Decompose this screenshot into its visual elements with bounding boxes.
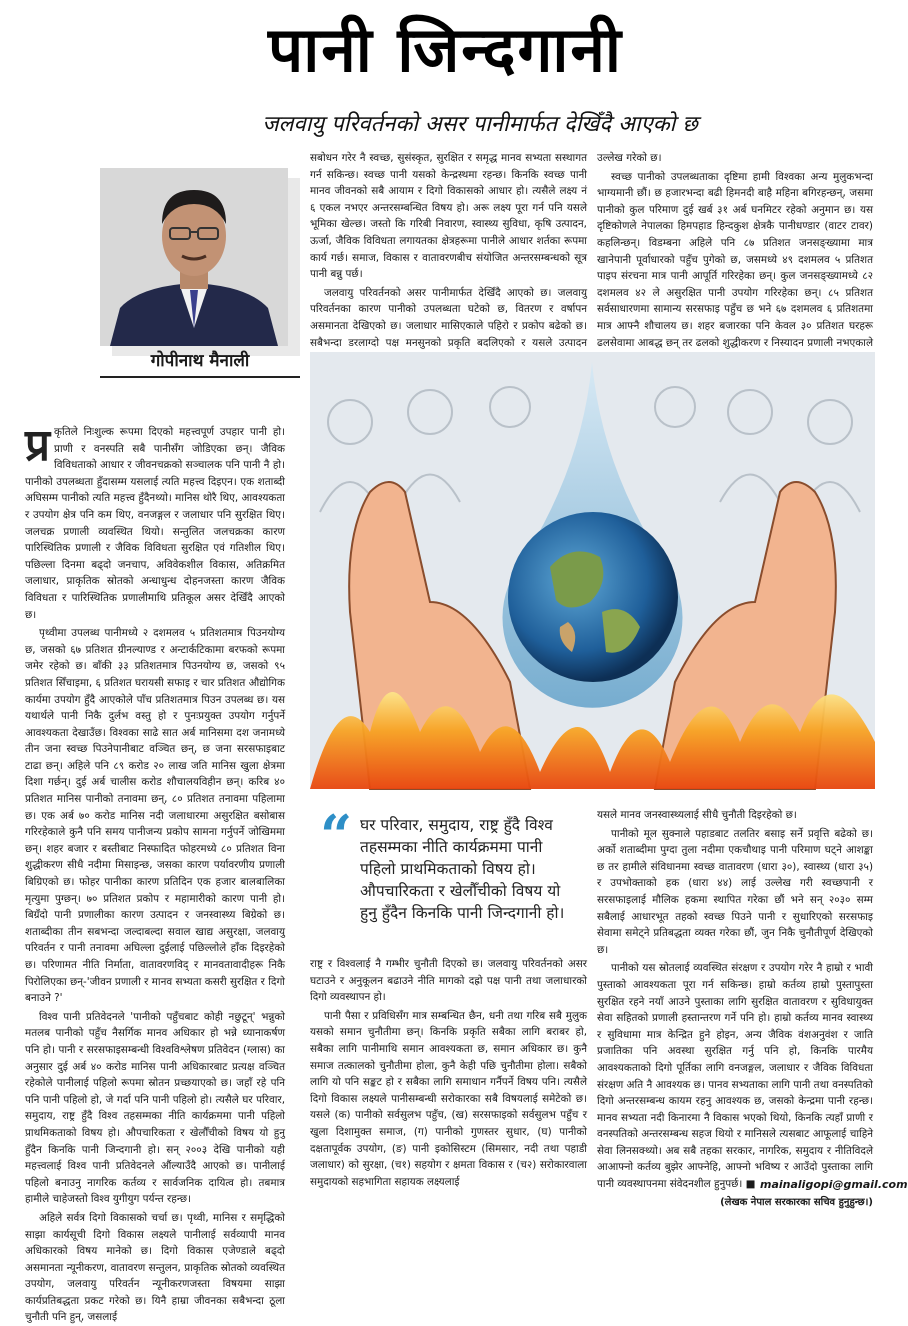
article-paragraph: पृथ्वीमा उपलब्ध पानीमध्ये २ दशमलव ५ प्रतिशतमात्र पिउनयोग्य छ, जसको ६७ प्रतिशत ग्रीनल्याण्ड र अन्टार्कटिकामा बरफको रूपमा जमेर रहेको छ। बाँकी ३३ प्रतिशतमात्र पिउनयोग्य छ, जसको ९५ प्रतिशत सिँचाइमा, ६ प्रतिशत घरायसी सफाइ र चार प्रतिशत औद्योगिक कार्यमा उपयोग हुँदै आएकोले पाँच प्रतिशतमात्र पिउन उपलब्ध छ। यस यथार्थले पानी निकै दुर्लभ वस्तु हो र पुनःप्रयुक्त उपयोग गर्नुपर्ने आवश्यकता देखाउँछ। विश्वका साढे सात अर्ब मानिसमा दश जनामध्ये तीन जना स्वच्छ पिउनेपानीबाट वञ्चित छन्, छ जना सरसफाइबाट टाढा छन्। अहिले पनि ८९ करोड २० लाख जति मानिस खुला क्षेत्रमा दिशा गर्छन्। दुई अर्ब चालीस करोड शौचालयविहीन छन्। करिब ४० प्रतिशत मानिस पानीको तनावमा छन्, ८० प्रतिशत तनावमा पहिलामा छ। एक अर्ब ७० करोड मानिस नदी जलाधारमा असुरक्षित बसोबास गरिरहेकाले कुनै पनि समय पानीजन्य प्रकोप सामना गर्नुपर्ने जोखिममा छन्। शहर बजार र बस्तीबाट निस्फादित फोहरमध्ये ८० प्रतिशत विना शुद्धीकरण सीधै नदीमा मिसाइन्छ, जसका कारण पर्यावरणीय प्रणाली बिग्रिएको छ। फोहर पानीका कारण प्रतिदिन एक हजार बालबालिका मृत्युमा पुग्छन्। ७० प्रतिशत प्रकोप र महामारीको कारण पानी हो। बिग्रँदो पानी प्रणालीका कारण उत्पादन र जनस्वास्थ्य बिग्रेको छ। शताब्दीका तीन सबभन्दा जल्दाबल्दा सवाल खाद्य असुरक्षा, जलवायु परिवर्तन र पानी तनावमा अघिल्ला दुईलाई पछिल्लोले हाँक दिइरहेको छ। परिणामत नीति निर्माता, वातावरणविद् र मानवतावादीहरू निकै पिरोलिएका छन्-'जीवन प्रणाली र मानव सभ्यता कसरी सुरक्षित र दिगो बनाउने ?' [25,627,285,1005]
article-column-2 [310,150,587,348]
article-column-4 [310,956,587,1196]
subheadline: जलवायु परिवर्तनको असर पानीमार्फत देखिँदै आएको छ [262,112,698,137]
article-column-5 [597,807,873,1208]
article-paragraph: पानीको यस स्रोतलाई व्यवस्थित संरक्षण र उपयोग गरेर नै हाम्रो र भावी पुस्ताको आवश्यकता पूरा गर्न सकिन्छ। हाम्रो कर्तव्य हाम्रो पुस्तापुस्ता सुरक्षित रहने नयाँ आउने पुस्ताका लागि सुरक्षित वातावरण र सुविधायुक्त सेवा सहितको प्रणाली हस्तान्तरण गर्ने पनि हो। हाम्रो कर्तव्य मानव स्वास्थ्य र सुविधामा मात्र केन्द्रित हुने होइन, अन्य जैविक वंशअनुवंश र जाति प्रजातिका पनि अवस्था सुरक्षित गर्नु पनि हो, किनकि पारमैय आवश्यकताको दिगो पूर्तिका लागि वनजङ्गल, जलाधार र जैविक विविधता संरक्षण अति नै आवश्यक छ। पानव सभ्यताका लागि पानी तथा वनस्पतिको दिगो अन्तरसम्बन्ध कायम रहनु आवश्यक छ, जसको केन्द्रमा पानी रहन्छ। मानव सभ्यता नदी किनारमा नै विकास भएको थियो, किनकि त्यहाँ प्राणी र वनस्पतिको अन्तरसम्बन्ध सहज थियो र मानिसले त्यसबाट आफूलाई चाहिने सेवा लिनसक्थ्यो। अब सबै तहका सरकार, नागरिक, समुदाय र नीतिविदले आआफ्नो कर्तव्य बुझेर आफ्नेहि, आफ्नो भविष्य र आउँदो पुस्ताका लागि पानी व्यवस्थापनमा संवेदनशील हुनुपर्छ। ■ [597,962,873,1191]
article-paragraph: यसले मानव जनस्वास्थ्यलाई सीधै चुनौती दिइरहेको छ। [597,809,797,821]
quote-mark-icon: “ [320,803,353,869]
article-paragraph: पानीको मूल सुक्नाले पहाडबाट तलतिर बसाइ सर्ने प्रवृत्ति बढेको छ। अर्को शताब्दीमा पुग्दा तुला नदीमा एकचौथाइ पानी परिमाण घट्ने आशङ्का छ तर हामीले संविधानमा स्वच्छ वातावरण (धारा ३०), स्वास्थ्य (धारा ३५) र उपभोक्ताको हक (धारा ४४) लाई उल्लेख गरी स्वच्छपानी र सरसफाइलाई मौलिक हकमा स्थापित गरेका छौं भने सन् २०३० सम्म सबैलाई आधारभूत तहको स्वच्छ पिउने पानी र सुधारिएको सरसफाइ सेवामा समेट्ने प्रतिबद्धता व्यक्त गरेका छौं, जुन निकै चुनौतीपूर्ण देखिएको छ। [597,827,873,956]
article-column-1 [25,420,285,1324]
article-paragraph: स्वच्छ पानीको उपलब्धताका दृष्टिमा हामी विश्वका अन्य मुलुकभन्दा भाग्यमानी छौं। छ हजारभन्दा बढी हिमनदी बाहै महिना बगिरहन्छन्, जसमा पानीको कुल परिमाण दुई खर्ब ३१ अर्ब घनमिटर रहेको अनुमान छ। यस दृष्टिकोणले नेपालका हिमपहाड हिन्दकुश क्षेत्रकै पानीधण्डार (वाटर टावर) कहलिन्छन्। विडम्बना अहिले पनि ८७ प्रतिशत जनसङ्ख्यामा मात्र खानेपानी पूर्वाधारको पहुँच पुगेको छ, जसमध्ये ४९ दशमलव ५ प्रतिशत पाइप संरचना मात्र पानी आपूर्ति गरिरहेका छन्। कुल जनसङ्ख्यामध्ये ८२ दशमलव ४२ ले असुरक्षित पानी उपयोग गरिरहेका छन्। ८५ प्रतिशत सर्वसाधारणमा सामान्य सरसफाइ पहुँच छ भने ६७ दशमलव ६ प्रतिशतमा मात्र आफ्नै शौचालय छ। शहर बजारका पनि केवल ३० प्रतिशत घरहरू ढलसेवामा आबद्ध छन् तर ढलको शुद्धीकरण र निस्यादन प्रणाली नभएकाले [597,170,873,349]
article-paragraph: विश्व पानी प्रतिवेदनले 'पानीको पहुँचबाट कोही नछुटून्' भन्नुको मतलब पानीको पहुँच नैसर्गिक मानव अधिकार हो भन्ने ध्यानाकर्षण पनि हो। पानी र सरसफाइसम्बन्धी विश्वविश्लेषण प्रतिवेदन (ग्लास) का अनुसार दुई अर्ब ४० करोड मानिस पानी अधिकारबाट प्रत्यक्ष वञ्चित रहेकोले पानीलाई पहिलो रूपमा स्रोतन प्रच्छयाएको छ। जहाँ रहे पनि पनि पानी पहिलो हो, जे गर्दा पनि पानी पहिलो हो। त्यसैले घर परिवार, समुदाय, राष्ट्र हुँदै विश्व तहसम्मका नीति कार्यक्रममा पानी पहिलो प्राथमिकताको विषय हो। औपचारिकता र खेलौँचीको विषय यो हुनु हुँदैन किनकि पानी जिन्दगानी हो। सन् २००३ देखि पानीको यही महत्त्वलाई विश्व पानी प्रतिवेदनले औंल्याउँदै आएको छ। पानीलाई पहिलो बनाउनु नागरिक कर्तव्य र सार्वजनिक दायित्व हो। तबमात्र हामीले चाहेजस्तो विश्व युगीयुग पर्यन्त रहन्छ। [25,1010,285,1206]
pull-quote-text: घर परिवार, समुदाय, राष्ट्र हुँदै विश्व तहसम्मका नीति कार्यक्रममा पानी पहिलो प्राथमिकताको विषय हो। औपचारिकता र खेलौँचीको विषय यो हुनु हुँदैन किनकि पानी जिन्दगानी हो। [360,816,565,922]
drop-cap: प्र [25,420,51,471]
author-email[interactable]: mainaligopi@gmail.com [760,1178,908,1191]
article-paragraph: अहिले सर्वत्र दिगो विकासको चर्चा छ। पृथ्वी, मानिस र समृद्धिको साझा कार्यसूची दिगो विकास लक्ष्यले पानीलाई सर्वव्यापी मानव अधिकारको विषय मानेको छ। दिगो विकास एजेण्डाले बढ्दो असमानता न्यूनीकरण, वातावरण सन्तुलन, प्राकृतिक स्रोतको व्यवस्थित उपयोग, जलवायु परिवर्तन न्यूनीकरणजस्ता विषयमा साझा कार्यप्रतिबद्धता प्रकट गरेको छ। यिनै हाम्रा जीवनका सबैभन्दा ठूला चुनौती पनि हुन्, जसलाई [25,1211,285,1324]
author-portrait-icon [100,168,288,346]
article-paragraph: जलवायु परिवर्तनको असर पानीमार्फत देखिँदै आएको छ। जलवायु परिवर्तनका कारण पानीको उपलब्धता घटेको छ, वितरण र वर्षापन असमानता देखिएको छ। जलाधार मासिएकाले पहिरो र प्रकोप बढेको छ। सबैभन्दा डरलाग्दो पक्ष मनसुनको प्रकृति बदलिएको र यसले उत्पादन [310,286,587,349]
hero-illustration [310,352,875,789]
author-name: गोपीनाथ मैनाली [100,348,300,378]
article-paragraph: उल्लेख गरेको छ। [597,152,662,164]
article-paragraph: राष्ट्र र विश्वलाई नै गम्भीर चुनौती दिएको छ। जलवायु परिवर्तनको असर घटाउने र अनुकूलन बढाउने नीति मागको दह्रो पक्ष पानी तथा जलाधारको दिगो व्यवस्थापन हो। [310,958,587,1004]
page-title: पानी जिन्दगानी [268,13,623,86]
author-photo [100,168,288,346]
article-paragraph: पानी पैसा र प्रविधिसँग मात्र सम्बन्धित छैन, धनी तथा गरिब सबै मुलुक यसको समान चुनौतीमा छन्। किनकि प्रकृति सबैका लागि बराबर हो, सबैका लागि पानीमाथि समान आवश्यकता छ, समान अधिकार छ। कुनै समाज तत्कालको चुनौतीमा होला, कुनै केही पछि चुनौतीमा होला। सबैको लागि यो पनि सङ्कट हो र सबैका लागि समाधान गर्नैपर्ने विषय पनि। त्यसैले दिगो विकास लक्ष्यले पानीसम्बन्धी सरोकारका सबै विषयलाई समेटेको छ। यसले (क) पानीको सर्वसुलभ पहुँच, (ख) सरसफाइको सर्वसुलभ पहुँच र खुला दिशामुक्त समाज, (ग) पानीको गुणस्तर सुधार, (घ) पानीको दक्षतापूर्वक उपयोग, (ङ) पानी इकोसिस्टम (सिमसार, नदी तथा पहाडी जलाधार) को सुरक्षा, (च१) सहयोग र क्षमता विकास र (च२) सरोकारवाला समुदायको सहभागिता सहायक लक्ष्यलाई [310,1009,587,1188]
pull-quote [320,803,578,954]
article-paragraph [25,420,285,623]
hands-water-drop-globe-icon [310,352,875,789]
paragraph-text: कृतिले निःशुल्क रूपमा दिएको महत्त्वपूर्ण उपहार पानी हो। प्राणी र वनस्पति सबै पानीसँग जोडिएका छन्। जैविक विविधताको आधार र जीवनचक्रको सञ्चालक पनि पानी नै हो। पानीको उपलब्धता हुँदासम्म यसलाई त्यति महत्त्व दिइएन। एक शताब्दी अघिसम्म पानीको त्यति महत्त्व हुँदैनथ्यो। मानिस थोरै थिए, आवश्यकता र उपयोग क्षेत्र पनि कम थिए, वनजङ्गल र जलाधार पनि सुरक्षित थिए। जलचक्र प्रणाली व्यवस्थित थियो। सन्तुलित जलचक्रका कारण पारिस्थितिक प्रणाली र जैविक विविधता सुरक्षित एवं गतिशील थिए। पछिल्ला दिनमा बढ्दो जनचाप, अविवेकशील विकास, अतिक्रमित जलाधार, प्राकृतिक स्रोतको अन्धाधुन्ध दोहनजस्ता कारण जैविक विविधता र पारिस्थितिक प्रणालीमाथि प्रतिकूल असर देखिँदै आएको छ। [25,426,285,621]
author-note: (लेखक नेपाल सरकारका सचिव हुनुहुन्छ।) [720,1196,873,1208]
article-paragraph: सबोधन गरेर नै स्वच्छ, सुसंस्कृत, सुरक्षित र समृद्ध मानव सभ्यता सस्थागत गर्न सकिन्छ। स्वच्छ पानी यसको केन्द्रस्थमा रहन्छ। किनकि स्वच्छ पानी मानव जीवनको सबै आयाम र दिगो विकासको आधार हो। त्यसैले लक्ष्य नं ६ एकल नभएर अन्तरसम्बन्धित विषय हो। अरू लक्ष्य पूरा गर्न पनि यसले भूमिका खेल्छ। जस्तो कि गरिबी निवारण, स्वास्थ्य सुविधा, कृषि उत्पादन, ऊर्जा, जैविक विविधता लगायतका क्षेत्रहरूमा पानीले आधार शर्तका रूपमा कार्य गर्छ। समाज, विकास र वातावरणबीच संयोजित अन्तरसम्बन्धको सूत्र पानी बन्नु पर्छ। [310,152,587,281]
article-column-3 [597,150,873,348]
